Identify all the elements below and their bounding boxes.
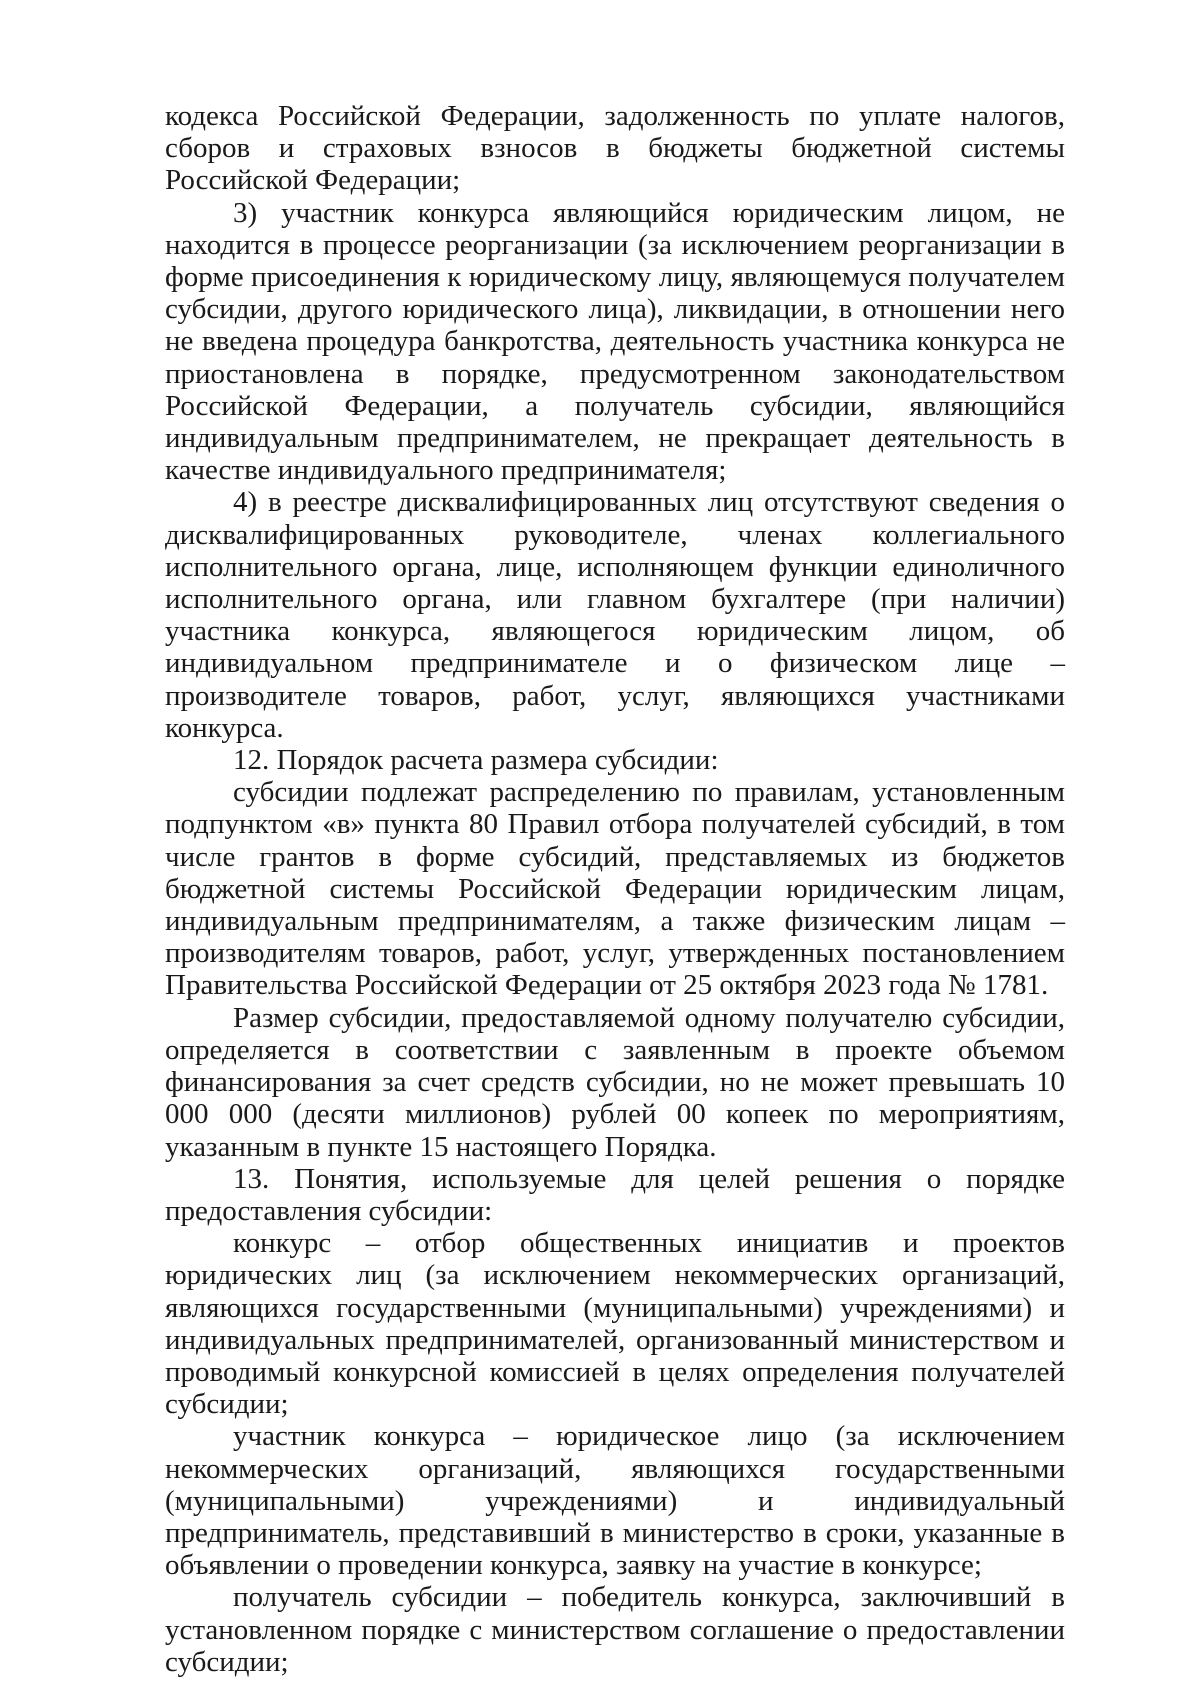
paragraph-item-4: 4) в реестре дисквалифицированных лиц отсутствуют сведения о дисквалифицированных руководителе, членах коллегиального исполнительного органа, лице, исполняющем функции единоличного исполнительного органа, или главном бухгалтере (при наличии) участника конкурса, являющегося юридическим лицом, об индивидуальном предпринимателе и о физическом лице – производителе товаров, работ, услуг, являющихся участниками конкурса.: [165, 486, 1065, 744]
section-13-heading: 13. Понятия, используемые для целей решения о порядке предоставления субсидии:: [165, 1162, 1065, 1227]
paragraph-subsidy-distribution: субсидии подлежат распределению по правилам, установленным подпунктом «в» пункта 80 Правил отбора получателей субсидий, в том числе грантов в форме субсидий, представляемых из бюджетов бюджетной системы Российской Федерации юридическим лицам, индивидуальным предпринимателям, а также физическим лицам – производителям товаров, работ, услуг, утвержденных постановлением Правительства Российской Федерации от 25 октября 2023 года № 1781.: [165, 776, 1065, 1002]
paragraph-item-3: 3) участник конкурса являющийся юридическим лицом, не находится в процессе реорганизации (за исключением реорганизации в форме присоединения к юридическому лицу, являющемуся получателем субсидии, другого юридического лица), ликвидации, в отношении него не введена процедура банкротства, деятельность участника конкурса не приостановлена в порядке, предусмотренном законодательством Российской Федерации, а получатель субсидии, являющийся индивидуальным предпринимателем, не прекращает деятельность в качестве индивидуального предпринимателя;: [165, 196, 1065, 487]
paragraph-tax-debt-continuation: кодекса Российской Федерации, задолженность по уплате налогов, сборов и страховых взносов в бюджеты бюджетной системы Российской Федерации;: [165, 100, 1065, 197]
definition-contest: конкурс – отбор общественных инициатив и проектов юридических лиц (за исключением некоммерческих организаций, являющихся государственными (муниципальными) учреждениями) и индивидуальных предпринимателей, организованный министерством и проводимый конкурсной комиссией в целях определения получателей субсидии;: [165, 1227, 1065, 1421]
section-12-heading: 12. Порядок расчета размера субсидии:: [233, 744, 719, 777]
document-page: [165, 100, 1065, 1678]
paragraph-subsidy-amount: Размер субсидии, предоставляемой одному получателю субсидии, определяется в соответствии с заявленным в проекте объемом финансирования за счет средств субсидии, но не может превышать 10 000 000 (десяти миллионов) рублей 00 копеек по мероприятиям, указанным в пункте 15 настоящего Порядка.: [165, 1001, 1065, 1163]
definition-contest-participant: участник конкурса – юридическое лицо (за исключением некоммерческих организаций, являющихся государственными (муниципальными) учреждениями) и индивидуальный предприниматель, представивший в министерство в сроки, указанные в объявлении о проведении конкурса, заявку на участие в конкурсе;: [165, 1420, 1065, 1582]
definition-subsidy-recipient: получатель субсидии – победитель конкурса, заключивший в установленном порядке с министерством соглашение о предоставлении субсидии;: [165, 1581, 1065, 1678]
